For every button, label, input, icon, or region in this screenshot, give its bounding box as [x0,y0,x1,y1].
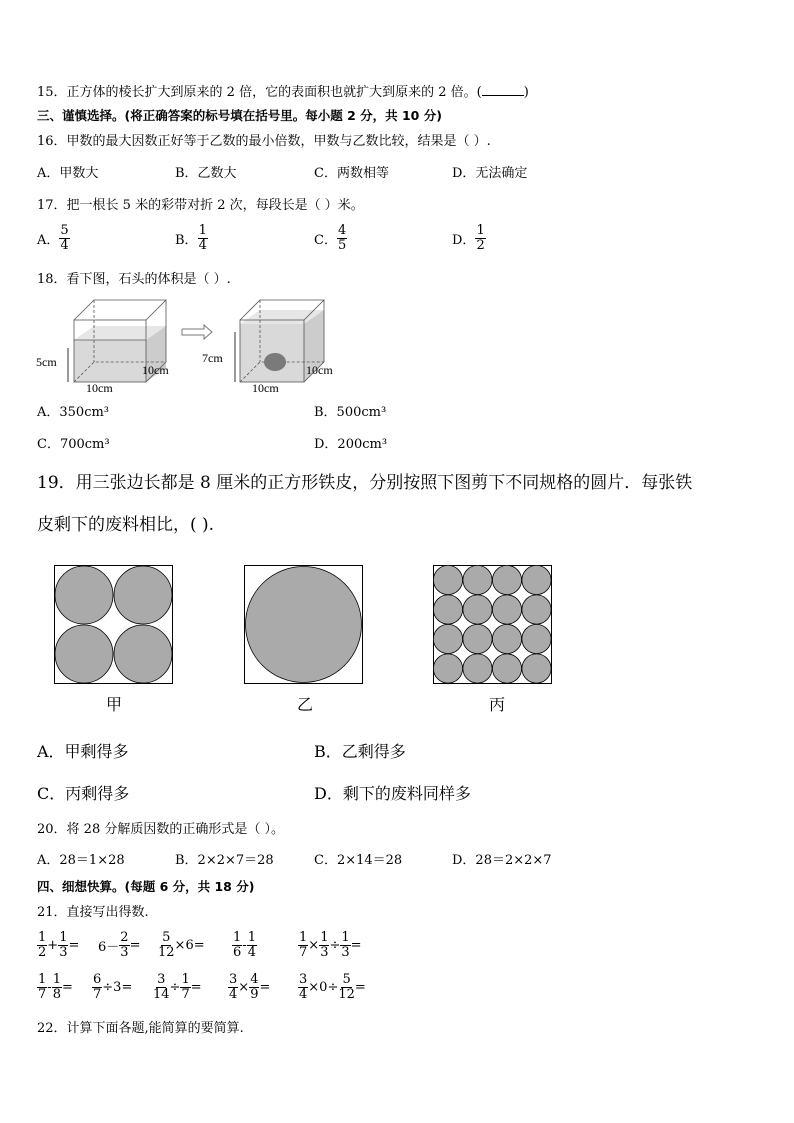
calc-item-7: $\frac{6}{7}$ ÷3= [93,972,133,1002]
q16-option-c[interactable]: C．两数相等 [314,166,389,181]
depth-label-after: 10cm [306,363,333,377]
q16-option-a[interactable]: A．甲数大 [37,166,99,181]
small-circle [492,595,521,624]
small-circle [492,654,521,683]
question-19-line-1: 19．用三张边长都是 8 厘米的正方形铁皮，分别按照下图剪下不同规格的圆片．每张铁 [37,473,693,493]
question-17-text: 17．把一根长 5 米的彩带对折 2 次，每段长是（ ）米。 [37,198,364,213]
option-label: D． [452,233,476,248]
option-label: C． [314,233,337,248]
q17-option-c[interactable] [314,224,347,253]
q18-option-b[interactable]: B．500cm³ [314,405,387,420]
section-4-heading: 四、细想快算。(每题 6 分，共 18 分) [37,879,255,894]
small-circle [522,595,551,624]
calc-item-5: $\frac{1}{7}$ × $\frac{1}{3}$ ÷ $\frac{1}{3}$ = [299,930,362,960]
q16-option-b[interactable]: B．乙数大 [175,166,237,181]
arrow-icon [182,325,212,339]
small-circle [433,595,462,624]
small-circle [522,565,551,594]
small-circle [492,624,521,653]
question-22-text: 22．计算下面各题,能简算的要简算. [37,1021,244,1036]
small-circle [433,624,462,653]
small-circle [463,565,492,594]
calc-item-1: $\frac{1}{2}$ + $\frac{1}{3}$ = [38,930,80,960]
small-circle [463,624,492,653]
height-label-before: 5cm [36,355,57,369]
small-circle [492,565,521,594]
q20-option-b[interactable]: B．2×2×7＝28 [175,853,274,868]
small-circle [522,654,551,683]
option-label: A． [37,233,60,248]
calc-item-4: $\frac{1}{6}$ - $\frac{1}{4}$ [233,930,256,960]
small-circle [522,624,551,653]
calc-item-9: $\frac{3}{4}$ × $\frac{4}{9}$ = [229,972,271,1002]
square-bing [433,565,553,685]
question-16-text: 16．甲数的最大因数正好等于乙数的最小倍数，甲数与乙数比较，结果是（ ）. [37,134,491,149]
question-21-text: 21．直接写出得数. [37,905,149,920]
q20-option-c[interactable]: C．2×14＝28 [314,853,403,868]
width-label-after: 10cm [252,381,279,395]
cube-stone-figure [36,296,366,396]
q18-option-d[interactable]: D．200cm³ [314,437,388,452]
small-circle [433,654,462,683]
question-15-text: 15．正方体的棱长扩大到原来的 2 倍，它的表面积也就扩大到原来的 2 倍。( [37,85,482,100]
fraction: $\frac{5}{4}$ [60,223,69,253]
q18-option-c[interactable]: C．700cm³ [37,437,110,452]
q19-option-a[interactable]: A．甲剩得多 [37,742,129,761]
small-circle [463,595,492,624]
question-20-text: 20．将 28 分解质因数的正确形式是（ ）。 [37,822,284,837]
q19-option-b[interactable]: B．乙剩得多 [314,742,406,761]
stone-shape [264,353,286,371]
q19-option-c[interactable]: C．丙剩得多 [37,784,130,803]
depth-label-before: 10cm [142,363,169,377]
question-18-text: 18．看下图，石头的体积是（ ）. [37,272,231,287]
q16-option-d[interactable]: D．无法确定 [452,166,528,181]
question-19-line-2: 皮剩下的废料相比，( ). [37,515,215,535]
section-3-heading: 三、谨慎选择。(将正确答案的标号填在括号里。每小题 2 分，共 10 分) [37,108,442,123]
q17-option-a[interactable] [37,224,70,253]
fraction: $\frac{4}{5}$ [337,223,347,253]
small-circle [433,565,462,594]
caption-bing: 丙 [489,695,506,714]
square-jia [54,565,174,685]
width-label-before: 10cm [86,381,113,395]
calc-item-8: $\frac{3}{14}$ ÷ $\frac{1}{7}$ = [153,972,202,1002]
height-label-after: 7cm [202,351,223,365]
calc-item-3: $\frac{5}{12}$ ×6= [158,930,205,960]
fraction: $\frac{1}{4}$ [198,223,207,253]
q19-option-d[interactable]: D．剩下的废料同样多 [314,784,471,803]
q17-option-b[interactable] [175,224,208,253]
answer-blank[interactable] [482,83,524,96]
question-15 [37,83,529,101]
q20-option-a[interactable]: A．28＝1×28 [37,853,125,868]
q20-option-d[interactable]: D．28＝2×2×7 [452,853,552,868]
calc-item-6: $\frac{1}{7}$ - $\frac{1}{8}$ = [38,972,73,1002]
question-15-close: ) [523,85,529,100]
option-label: B． [175,233,198,248]
calc-item-2: 6－ $\frac{2}{3}$ = [98,930,141,960]
q17-option-d[interactable] [452,224,486,253]
calc-item-10: $\frac{3}{4}$ ×0÷ $\frac{5}{12}$ = [299,972,366,1002]
caption-yi: 乙 [297,695,314,714]
small-circle [463,654,492,683]
fraction: $\frac{1}{2}$ [476,223,485,253]
caption-jia: 甲 [106,695,123,714]
square-yi [244,565,364,685]
q18-option-a[interactable]: A．350cm³ [37,405,110,420]
